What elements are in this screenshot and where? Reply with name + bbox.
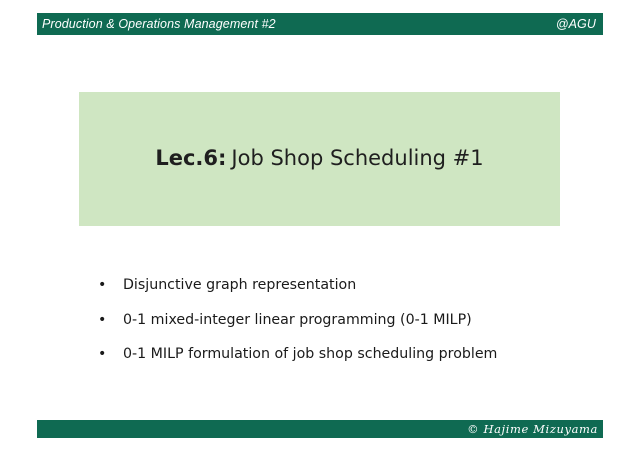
topic-list xyxy=(98,277,497,381)
lecture-title-box xyxy=(79,92,560,226)
copyright-text: © Hajime Mizuyama xyxy=(467,422,598,436)
list-item-text: 0-1 mixed-integer linear programming (0-1 MILP) xyxy=(123,311,472,328)
bullet-marker: • xyxy=(98,346,107,362)
bullet-marker: • xyxy=(98,311,107,328)
course-title: Production & Operations Management #2 xyxy=(42,17,276,31)
list-item-text: Disjunctive graph representation xyxy=(123,277,357,293)
affiliation-label: @AGU xyxy=(555,17,596,31)
list-item xyxy=(98,277,497,312)
list-item-text: 0-1 MILP formulation of job shop scheduling problem xyxy=(123,346,498,362)
lecture-topic: Job Shop Scheduling #1 xyxy=(231,146,484,170)
list-item xyxy=(98,312,497,347)
footer-banner xyxy=(37,420,603,438)
lecture-number: Lec.6: xyxy=(155,146,227,170)
header-banner xyxy=(37,13,603,35)
list-item xyxy=(98,346,497,381)
bullet-marker: • xyxy=(98,277,107,293)
